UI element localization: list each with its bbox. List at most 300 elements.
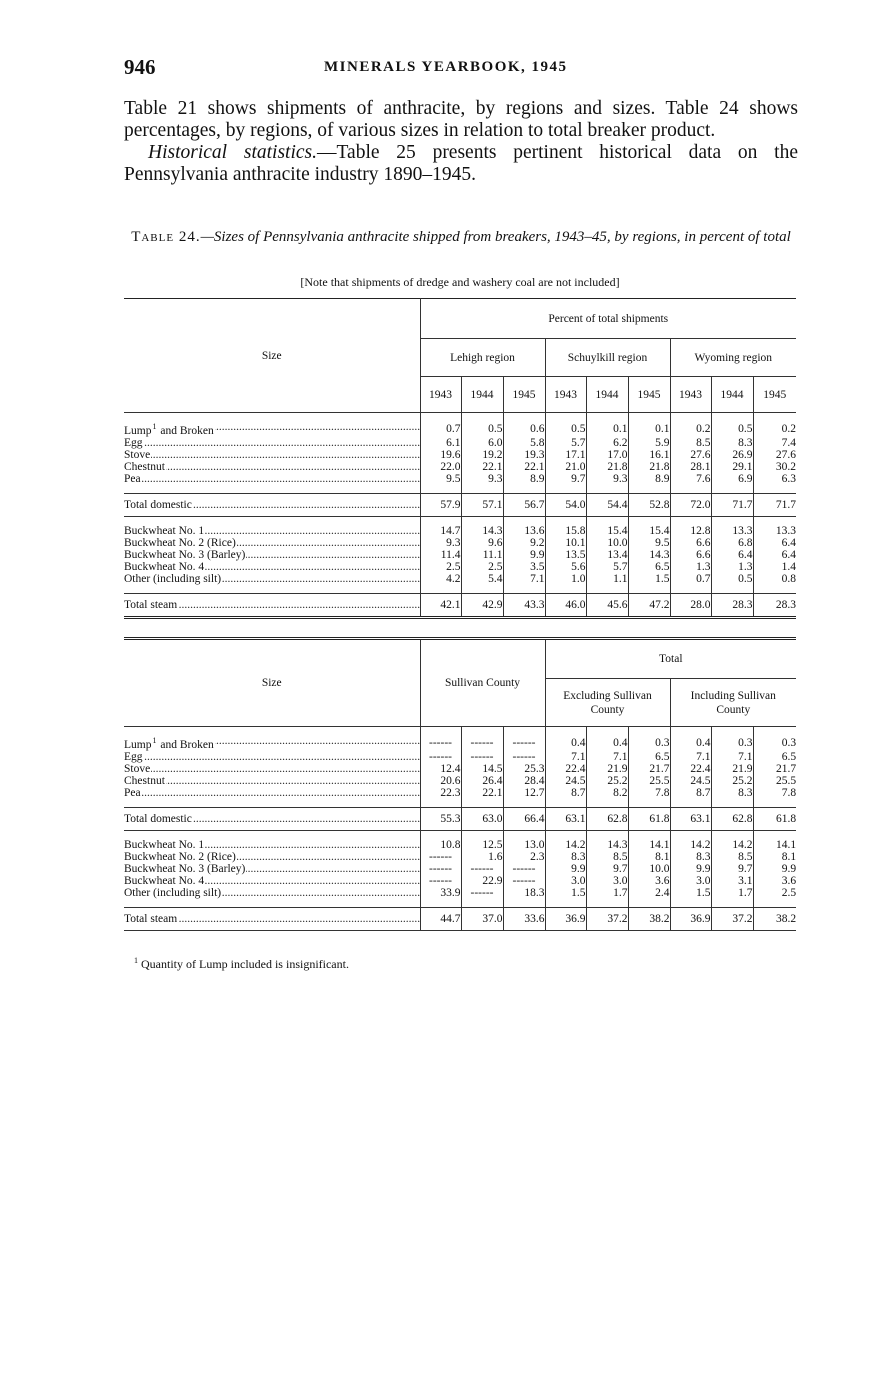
spacer-cell bbox=[461, 899, 503, 908]
value-cell: ------ bbox=[420, 875, 461, 887]
row-label-rest: and Broken bbox=[157, 738, 214, 751]
row-label-cell bbox=[124, 525, 420, 537]
value-cell: 21.8 bbox=[586, 461, 628, 473]
table-note: [Note that shipments of dredge and washery coal are not included] bbox=[300, 275, 620, 289]
value-cell: 15.4 bbox=[628, 525, 670, 537]
value-cell: 28.0 bbox=[670, 593, 711, 617]
row-label-text bbox=[124, 851, 237, 863]
spacer-cell bbox=[711, 516, 753, 525]
year-header: 1944 bbox=[461, 377, 503, 413]
value-cell: 37.2 bbox=[586, 907, 628, 930]
row-label-cell bbox=[124, 593, 420, 617]
row-label-cell bbox=[124, 763, 420, 775]
value-cell: 8.3 bbox=[711, 787, 753, 799]
row-label-cell bbox=[124, 493, 420, 516]
spacer-cell bbox=[711, 799, 753, 808]
value-cell: 8.7 bbox=[670, 787, 711, 799]
value-cell: 19.3 bbox=[503, 449, 545, 461]
year-header: 1945 bbox=[503, 377, 545, 413]
value-cell: 30.2 bbox=[753, 461, 796, 473]
row-label-main: Buckwheat No. 3 (Barley) bbox=[124, 862, 246, 875]
value-cell: 3.0 bbox=[586, 875, 628, 887]
value-cell: 0.3 bbox=[753, 735, 796, 751]
row-label-main: Buckwheat No. 4 bbox=[124, 874, 205, 887]
row-label bbox=[124, 863, 420, 875]
year-header: 1943 bbox=[545, 377, 586, 413]
value-cell: 1.4 bbox=[753, 561, 796, 573]
spacer-row bbox=[124, 516, 796, 525]
value-cell: 11.1 bbox=[461, 549, 503, 561]
value-cell: 28.1 bbox=[670, 461, 711, 473]
paragraph-2-italic: Historical statistics. bbox=[148, 142, 317, 163]
row-label-cell bbox=[124, 787, 420, 799]
value-cell: 21.7 bbox=[628, 763, 670, 775]
row-label-cell bbox=[124, 863, 420, 875]
spacer-cell bbox=[545, 727, 586, 736]
value-cell: 9.3 bbox=[461, 473, 503, 485]
value-cell: 33.6 bbox=[503, 907, 545, 930]
row-label-text bbox=[124, 813, 193, 825]
footnote-ref: 1 bbox=[152, 422, 157, 431]
value-cell: 5.7 bbox=[586, 561, 628, 573]
table-row bbox=[124, 525, 796, 537]
value-cell: 0.7 bbox=[420, 421, 461, 437]
value-cell: 17.1 bbox=[545, 449, 586, 461]
total-header: Total bbox=[545, 639, 796, 679]
value-cell: ------ bbox=[503, 751, 545, 763]
spacer-cell bbox=[124, 899, 420, 908]
row-label-rest: and Broken bbox=[157, 424, 214, 437]
value-cell: 2.5 bbox=[753, 887, 796, 899]
value-cell: 22.3 bbox=[420, 787, 461, 799]
spacer-cell bbox=[628, 516, 670, 525]
row-label bbox=[124, 421, 420, 437]
row-label-cell bbox=[124, 887, 420, 899]
value-cell: 22.4 bbox=[545, 763, 586, 775]
size-header: Size bbox=[124, 299, 420, 413]
spacer-cell bbox=[461, 799, 503, 808]
value-cell: 56.7 bbox=[503, 493, 545, 516]
value-cell: 22.1 bbox=[503, 461, 545, 473]
value-cell: 6.3 bbox=[753, 473, 796, 485]
spacer-cell bbox=[503, 899, 545, 908]
table-row bbox=[124, 875, 796, 887]
value-cell: 14.2 bbox=[711, 839, 753, 851]
value-cell: 28.3 bbox=[753, 593, 796, 617]
spacer-cell bbox=[586, 899, 628, 908]
table-row bbox=[124, 537, 796, 549]
value-cell: 1.5 bbox=[670, 887, 711, 899]
value-cell: 8.5 bbox=[586, 851, 628, 863]
spacer-cell bbox=[670, 516, 711, 525]
row-label-cell bbox=[124, 573, 420, 585]
spacer-row bbox=[124, 799, 796, 808]
footnote-ref: 1 bbox=[152, 736, 157, 745]
running-title: MINERALS YEARBOOK, 1945 bbox=[324, 59, 568, 75]
value-cell: 6.8 bbox=[711, 537, 753, 549]
spacer-cell bbox=[628, 830, 670, 839]
spacer-cell bbox=[545, 413, 586, 422]
row-label-cell bbox=[124, 421, 420, 437]
value-cell: 13.5 bbox=[545, 549, 586, 561]
row-label-main: Total steam bbox=[124, 912, 178, 925]
row-label-main: Other (including silt) bbox=[124, 886, 222, 899]
value-cell: 0.5 bbox=[711, 421, 753, 437]
value-cell: 25.2 bbox=[586, 775, 628, 787]
spacer-cell bbox=[420, 899, 461, 908]
spacer-cell bbox=[670, 585, 711, 594]
value-cell: 8.3 bbox=[711, 437, 753, 449]
value-cell: 36.9 bbox=[670, 907, 711, 930]
table-row bbox=[124, 421, 796, 437]
value-cell: 9.3 bbox=[586, 473, 628, 485]
row-label-text bbox=[124, 875, 205, 887]
spacer-cell bbox=[670, 727, 711, 736]
value-cell: 33.9 bbox=[420, 887, 461, 899]
spacer-cell bbox=[503, 830, 545, 839]
row-label-text bbox=[124, 787, 142, 799]
spacer-cell bbox=[503, 516, 545, 525]
spacer-cell bbox=[586, 485, 628, 494]
value-cell: ------ bbox=[503, 863, 545, 875]
value-cell: 20.6 bbox=[420, 775, 461, 787]
value-cell: 1.5 bbox=[545, 887, 586, 899]
value-cell: 9.7 bbox=[711, 863, 753, 875]
row-label-main: Buckwheat No. 1 bbox=[124, 838, 205, 851]
row-label-main: Total domestic bbox=[124, 498, 192, 511]
size-header-2: Size bbox=[124, 639, 420, 727]
value-cell: 6.4 bbox=[711, 549, 753, 561]
value-cell: ------ bbox=[461, 863, 503, 875]
value-cell: 0.5 bbox=[461, 421, 503, 437]
value-cell: 6.1 bbox=[420, 437, 461, 449]
value-cell: 10.0 bbox=[586, 537, 628, 549]
value-cell: 21.8 bbox=[628, 461, 670, 473]
page-header bbox=[124, 55, 796, 81]
spacer-cell bbox=[420, 485, 461, 494]
row-label bbox=[124, 851, 420, 863]
value-cell: 1.5 bbox=[628, 573, 670, 585]
table-label: Table 24. bbox=[131, 229, 201, 245]
value-cell: 12.7 bbox=[503, 787, 545, 799]
value-cell: 21.7 bbox=[753, 763, 796, 775]
spacer-cell bbox=[545, 516, 586, 525]
value-cell: 42.1 bbox=[420, 593, 461, 617]
row-label-text bbox=[124, 751, 144, 763]
row-label-cell bbox=[124, 437, 420, 449]
value-cell: 3.6 bbox=[628, 875, 670, 887]
value-cell: 55.3 bbox=[420, 807, 461, 830]
spacer-cell bbox=[670, 485, 711, 494]
total-row bbox=[124, 493, 796, 516]
value-cell: ------ bbox=[503, 875, 545, 887]
row-label-text bbox=[124, 537, 237, 549]
row-label bbox=[124, 813, 420, 825]
year-header: 1943 bbox=[670, 377, 711, 413]
spacer-cell bbox=[670, 899, 711, 908]
year-header: 1944 bbox=[586, 377, 628, 413]
value-cell: 14.1 bbox=[628, 839, 670, 851]
value-cell: 63.1 bbox=[670, 807, 711, 830]
row-label-cell bbox=[124, 735, 420, 751]
page-number: 946 bbox=[124, 55, 156, 79]
spacer-cell bbox=[753, 516, 796, 525]
spacer-cell bbox=[586, 727, 628, 736]
value-cell: ------ bbox=[461, 751, 503, 763]
row-label-cell bbox=[124, 461, 420, 473]
spacer-cell bbox=[124, 799, 420, 808]
spacer-cell bbox=[711, 585, 753, 594]
value-cell: 36.9 bbox=[545, 907, 586, 930]
row-label bbox=[124, 763, 420, 775]
spacer-cell bbox=[753, 485, 796, 494]
value-cell: 8.7 bbox=[545, 787, 586, 799]
row-label-main: Lump bbox=[124, 738, 152, 751]
row-label bbox=[124, 775, 420, 787]
row-label-main: Buckwheat No. 2 (Rice) bbox=[124, 850, 236, 863]
row-label-main: Buckwheat No. 3 (Barley) bbox=[124, 548, 246, 561]
spacer-cell bbox=[503, 413, 545, 422]
spacer-cell bbox=[545, 899, 586, 908]
spacer-cell bbox=[461, 413, 503, 422]
row-label bbox=[124, 561, 420, 573]
row-label-cell bbox=[124, 851, 420, 863]
value-cell: 9.9 bbox=[670, 863, 711, 875]
spacer-cell bbox=[503, 727, 545, 736]
table-row bbox=[124, 549, 796, 561]
spacer-cell bbox=[124, 727, 420, 736]
value-cell: 19.2 bbox=[461, 449, 503, 461]
value-cell: 1.1 bbox=[586, 573, 628, 585]
spacer-cell bbox=[545, 585, 586, 594]
row-label bbox=[124, 913, 420, 925]
spacer-cell bbox=[753, 413, 796, 422]
row-label-text bbox=[124, 525, 205, 537]
value-cell: 25.3 bbox=[503, 763, 545, 775]
value-cell: 3.0 bbox=[670, 875, 711, 887]
value-cell: 9.5 bbox=[628, 537, 670, 549]
value-cell: 44.7 bbox=[420, 907, 461, 930]
table-row bbox=[124, 573, 796, 585]
row-label-text bbox=[124, 461, 166, 473]
value-cell: 22.1 bbox=[461, 461, 503, 473]
spacer-cell bbox=[670, 830, 711, 839]
value-cell: 13.0 bbox=[503, 839, 545, 851]
spacer-cell bbox=[124, 485, 420, 494]
spacer-row bbox=[124, 727, 796, 736]
row-label bbox=[124, 525, 420, 537]
row-label-text bbox=[124, 473, 142, 485]
value-cell: 7.1 bbox=[711, 751, 753, 763]
value-cell: 54.0 bbox=[545, 493, 586, 516]
footnote-mark: 1 bbox=[134, 956, 138, 965]
value-cell: 1.6 bbox=[461, 851, 503, 863]
row-label bbox=[124, 549, 420, 561]
spacer-cell bbox=[545, 799, 586, 808]
value-cell: 17.0 bbox=[586, 449, 628, 461]
value-cell: ------ bbox=[420, 863, 461, 875]
value-cell: 14.2 bbox=[545, 839, 586, 851]
body-text bbox=[124, 98, 798, 186]
value-cell: 62.8 bbox=[586, 807, 628, 830]
value-cell: 0.1 bbox=[628, 421, 670, 437]
value-cell: 61.8 bbox=[628, 807, 670, 830]
spacer-cell bbox=[753, 727, 796, 736]
region-header-lehigh: Lehigh region bbox=[420, 339, 545, 377]
row-label bbox=[124, 875, 420, 887]
row-label bbox=[124, 537, 420, 549]
table-row bbox=[124, 839, 796, 851]
row-label-cell bbox=[124, 537, 420, 549]
table-row bbox=[124, 751, 796, 763]
row-label-text bbox=[124, 561, 205, 573]
value-cell: 28.4 bbox=[503, 775, 545, 787]
row-label-main: Total domestic bbox=[124, 812, 192, 825]
region-header-wyoming: Wyoming region bbox=[670, 339, 796, 377]
total-row bbox=[124, 907, 796, 930]
table-totals bbox=[124, 637, 796, 931]
spacer-cell bbox=[628, 585, 670, 594]
value-cell: 57.1 bbox=[461, 493, 503, 516]
value-cell: 5.7 bbox=[545, 437, 586, 449]
row-label-text bbox=[124, 437, 144, 449]
value-cell: 14.7 bbox=[420, 525, 461, 537]
spacer-cell bbox=[124, 413, 420, 422]
value-cell: 8.5 bbox=[711, 851, 753, 863]
value-cell: 5.4 bbox=[461, 573, 503, 585]
value-cell: 3.1 bbox=[711, 875, 753, 887]
value-cell: 15.8 bbox=[545, 525, 586, 537]
row-label-main: Stove bbox=[124, 448, 151, 461]
row-label-text bbox=[124, 499, 193, 511]
footnote-text: Quantity of Lump included is insignificant. bbox=[138, 957, 349, 971]
value-cell: 7.4 bbox=[753, 437, 796, 449]
row-label-cell bbox=[124, 839, 420, 851]
row-label-cell bbox=[124, 907, 420, 930]
value-cell: 25.5 bbox=[628, 775, 670, 787]
value-cell: 9.9 bbox=[503, 549, 545, 561]
value-cell: 6.0 bbox=[461, 437, 503, 449]
row-label-main: Total steam bbox=[124, 598, 178, 611]
value-cell: 0.7 bbox=[670, 573, 711, 585]
spacer-cell bbox=[420, 585, 461, 594]
value-cell: 62.8 bbox=[711, 807, 753, 830]
year-header: 1945 bbox=[628, 377, 670, 413]
year-header: 1943 bbox=[420, 377, 461, 413]
row-label-text bbox=[124, 422, 215, 437]
table-row bbox=[124, 473, 796, 485]
value-cell: 24.5 bbox=[545, 775, 586, 787]
value-cell: 2.3 bbox=[503, 851, 545, 863]
value-cell: 9.3 bbox=[420, 537, 461, 549]
total-row bbox=[124, 807, 796, 830]
spacer-row bbox=[124, 485, 796, 494]
value-cell: 15.4 bbox=[586, 525, 628, 537]
value-cell: 10.8 bbox=[420, 839, 461, 851]
value-cell: 1.0 bbox=[545, 573, 586, 585]
value-cell: 21.9 bbox=[586, 763, 628, 775]
value-cell: 3.6 bbox=[753, 875, 796, 887]
table-row bbox=[124, 787, 796, 799]
spacer-cell bbox=[628, 485, 670, 494]
value-cell: 8.1 bbox=[628, 851, 670, 863]
value-cell: 14.3 bbox=[586, 839, 628, 851]
row-label-text bbox=[124, 599, 178, 611]
value-cell: 10.1 bbox=[545, 537, 586, 549]
including-sullivan-header: Including Sullivan County bbox=[670, 679, 796, 727]
row-label-cell bbox=[124, 449, 420, 461]
value-cell: 21.0 bbox=[545, 461, 586, 473]
row-label-main: Other (including silt) bbox=[124, 572, 222, 585]
value-cell: 10.0 bbox=[628, 863, 670, 875]
value-cell: 9.2 bbox=[503, 537, 545, 549]
value-cell: 6.6 bbox=[670, 537, 711, 549]
row-label-text bbox=[124, 913, 178, 925]
spacer-cell bbox=[586, 413, 628, 422]
table-row bbox=[124, 887, 796, 899]
value-cell: 7.8 bbox=[628, 787, 670, 799]
footnote bbox=[134, 956, 349, 972]
value-cell: 28.3 bbox=[711, 593, 753, 617]
row-label-main: Egg bbox=[124, 436, 143, 449]
value-cell: 52.8 bbox=[628, 493, 670, 516]
spacer-cell bbox=[670, 413, 711, 422]
value-cell: 8.2 bbox=[586, 787, 628, 799]
table-row bbox=[124, 763, 796, 775]
table-row bbox=[124, 775, 796, 787]
value-cell: 8.1 bbox=[753, 851, 796, 863]
value-cell: 1.3 bbox=[711, 561, 753, 573]
year-header: 1945 bbox=[753, 377, 796, 413]
spacer-row bbox=[124, 413, 796, 422]
value-cell: 57.9 bbox=[420, 493, 461, 516]
row-label-text bbox=[124, 887, 222, 899]
value-cell: 9.5 bbox=[420, 473, 461, 485]
row-label-text bbox=[124, 573, 222, 585]
value-cell: 7.1 bbox=[545, 751, 586, 763]
row-label-main: Egg bbox=[124, 750, 143, 763]
value-cell: 9.7 bbox=[586, 863, 628, 875]
value-cell: 0.2 bbox=[753, 421, 796, 437]
value-cell: 0.6 bbox=[503, 421, 545, 437]
spacer-cell bbox=[545, 830, 586, 839]
value-cell: 1.7 bbox=[586, 887, 628, 899]
value-cell: 1.7 bbox=[711, 887, 753, 899]
spacer-cell bbox=[628, 899, 670, 908]
spacer-cell bbox=[420, 727, 461, 736]
value-cell: 3.0 bbox=[545, 875, 586, 887]
region-header-schuylkill: Schuylkill region bbox=[545, 339, 670, 377]
value-cell: ------ bbox=[420, 751, 461, 763]
value-cell: 7.1 bbox=[586, 751, 628, 763]
value-cell: 0.1 bbox=[586, 421, 628, 437]
value-cell: 0.3 bbox=[711, 735, 753, 751]
value-cell: 25.2 bbox=[711, 775, 753, 787]
value-cell: 4.2 bbox=[420, 573, 461, 585]
spacer-cell bbox=[670, 799, 711, 808]
value-cell: 12.8 bbox=[670, 525, 711, 537]
row-label bbox=[124, 599, 420, 611]
spacer-cell bbox=[420, 799, 461, 808]
table-row bbox=[124, 735, 796, 751]
value-cell: 6.6 bbox=[670, 549, 711, 561]
value-cell: 66.4 bbox=[503, 807, 545, 830]
row-label-cell bbox=[124, 775, 420, 787]
row-label-main: Lump bbox=[124, 424, 152, 437]
value-cell: 2.5 bbox=[420, 561, 461, 573]
value-cell: 6.5 bbox=[628, 561, 670, 573]
value-cell: 22.4 bbox=[670, 763, 711, 775]
